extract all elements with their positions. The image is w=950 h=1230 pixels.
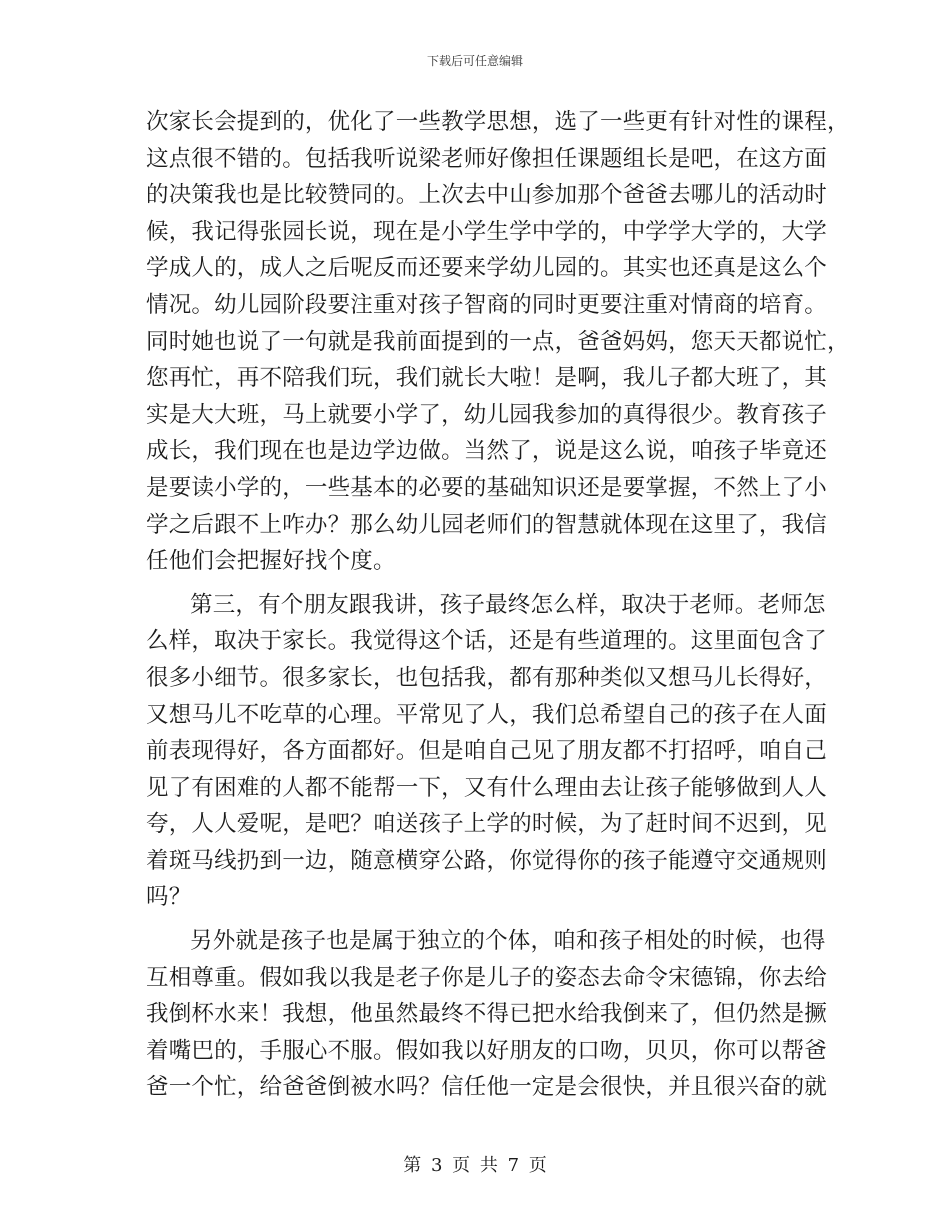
text-line: 很多小细节。很多家长，也包括我，都有那种类似又想马儿长得好，	[146, 664, 828, 691]
text-line: 见了有困难的人都不能帮一下，又有什么理由去让孩子能够做到人人	[146, 774, 828, 801]
paragraph-gap	[146, 580, 810, 587]
text-line: 这点很不错的。包括我听说梁老师好像担任课题组长是吧，在这方面	[146, 145, 828, 172]
text-line: 的决策我也是比较赞同的。上次去中山参加那个爸爸去哪儿的活动时	[146, 182, 828, 209]
paragraph-3	[146, 923, 828, 1106]
text-line: 着嘴巴的，手服心不服。假如我以好朋友的口吻，贝贝，你可以帮爸	[146, 1037, 828, 1064]
text-line: 成长，我们现在也是边学边做。当然了，说是这么说，咱孩子毕竟还	[146, 438, 828, 465]
paragraph-2	[146, 587, 828, 916]
text-line: 第三，有个朋友跟我讲，孩子最终怎么样，取决于老师。老师怎	[190, 591, 826, 618]
text-line: 爸一个忙，给爸爸倒被水吗？信任他一定是会很快，并且很兴奋的就	[146, 1074, 828, 1101]
text-line: 么样，取决于家长。我觉得这个话，还是有些道理的。这里面包含了	[146, 628, 828, 655]
text-line: 又想马儿不吃草的心理。平常见了人，我们总希望自己的孩子在人面	[146, 701, 828, 728]
page-header: 下载后可任意编辑	[426, 54, 523, 68]
text-line: 任他们会把握好找个度。	[146, 548, 396, 575]
text-line: 前表现得好，各方面都好。但是咱自己见了朋友都不打招呼，咱自己	[146, 738, 828, 765]
text-line: 我倒杯水来！我想，他虽然最终不得已把水给我倒来了，但仍然是撅	[146, 1001, 828, 1028]
text-line: 候，我记得张园长说，现在是小学生学中学的，中学学大学的，大学	[146, 218, 828, 245]
text-line: 互相尊重。假如我以我是老子你是儿子的姿态去命令宋德锦，你去给	[146, 964, 828, 991]
document-body	[146, 104, 850, 1106]
text-line: 同时她也说了一句就是我前面提到的一点，爸爸妈妈，您天天都说忙，	[146, 328, 850, 355]
text-line: 次家长会提到的，优化了一些教学思想，选了一些更有针对性的课程，	[146, 109, 850, 135]
text-line: 吗？	[146, 884, 192, 911]
text-line: 着斑马线扔到一边，随意横穿公路，你觉得你的孩子能遵守交通规则	[146, 847, 828, 874]
text-line: 情况。幼儿园阶段要注重对孩子智商的同时更要注重对情商的培育。	[146, 291, 828, 318]
text-line: 另外就是孩子也是属于独立的个体，咱和孩子相处的时候，也得	[190, 928, 826, 955]
text-line: 是要读小学的，一些基本的必要的基础知识还是要掌握，不然上了小	[146, 474, 828, 501]
page-number-footer: 第 3 页 共 7 页	[403, 1155, 547, 1176]
paragraph-1	[146, 104, 850, 580]
text-line: 学之后跟不上咋办？那么幼儿园老师们的智慧就体现在这里了，我信	[146, 511, 828, 538]
text-line: 夸，人人爱呢，是吧？咱送孩子上学的时候，为了赶时间不迟到，见	[146, 811, 828, 838]
text-line: 您再忙，再不陪我们玩，我们就长大啦！是啊，我儿子都大班了，其	[146, 365, 828, 392]
paragraph-gap	[146, 916, 810, 923]
text-line: 实是大大班，马上就要小学了，幼儿园我参加的真得很少。教育孩子	[146, 401, 828, 428]
text-line: 学成人的，成人之后呢反而还要来学幼儿园的。其实也还真是这么个	[146, 255, 828, 282]
